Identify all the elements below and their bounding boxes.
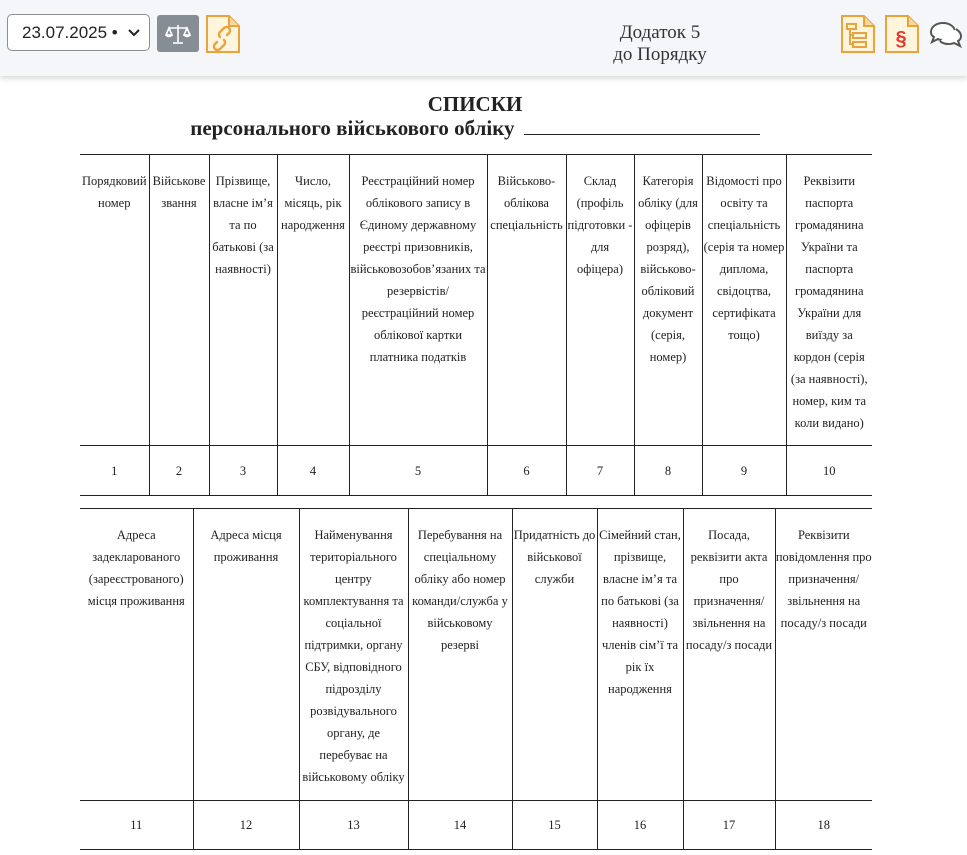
records-table-part-2 — [80, 508, 872, 850]
column-number: 12 — [193, 801, 299, 850]
column-number: 3 — [209, 446, 277, 496]
column-number: 14 — [408, 801, 512, 850]
column-header: Адреса місця проживання — [193, 509, 299, 801]
table-header-row — [80, 509, 872, 801]
column-number: 6 — [487, 446, 566, 496]
column-number: 17 — [683, 801, 775, 850]
column-number: 2 — [149, 446, 209, 496]
document-structure-icon[interactable] — [840, 14, 876, 54]
column-number: 1 — [80, 446, 149, 496]
column-header: Число, місяць, рік народження — [277, 155, 349, 446]
column-header: Реквізити паспорта громадянина України та паспорта громадянина України для виїзду за кордон (серія (за наявності), номер, ким та коли видано) — [786, 155, 872, 446]
document-title — [0, 92, 950, 140]
table-number-row — [80, 446, 872, 496]
appendix-line-2: до Порядку — [613, 44, 707, 65]
scales-icon — [165, 23, 191, 45]
document-paragraph-icon[interactable] — [884, 14, 920, 54]
column-header: Реквізити повідомлення про призначення/ звільнення на посаду/з посади — [775, 509, 872, 801]
document-title-line-1: СПИСКИ — [427, 92, 523, 116]
scales-button[interactable] — [157, 15, 199, 52]
column-number: 15 — [512, 801, 597, 850]
column-number: 4 — [277, 446, 349, 496]
document-title-line-2 — [0, 116, 950, 140]
column-number: 7 — [566, 446, 634, 496]
toolbar — [0, 0, 967, 76]
column-header: Військово-облікова спеціальність — [487, 155, 566, 446]
table-number-row — [80, 801, 872, 850]
svg-text:§: § — [895, 28, 907, 50]
column-header: Відомості про освіту та спеціальність (серія та номер диплома, свідоцтва, сертифіката тощо) — [702, 155, 786, 446]
table-header-row — [80, 155, 872, 446]
records-table-part-1 — [80, 154, 872, 496]
chevron-down-icon — [127, 26, 141, 40]
document-title-text: персонального військового обліку — [190, 116, 515, 140]
appendix-line-1: Додаток 5 — [619, 22, 701, 43]
column-number: 5 — [349, 446, 487, 496]
column-header: Військове звання — [149, 155, 209, 446]
column-number: 8 — [634, 446, 702, 496]
column-header: Сімейний стан, прізвище, власне ім’я та по батькові (за наявності) членів сім’ї та рік їх народження — [597, 509, 683, 801]
column-header: Порядковий номер — [80, 155, 149, 446]
column-header: Категорія обліку (для офіцерів розряд), військово-обліковий документ (серія, номер) — [634, 155, 702, 446]
column-number: 9 — [702, 446, 786, 496]
column-header: Посада, реквізити акта про призначення/ звільнення на посаду/з посади — [683, 509, 775, 801]
column-number: 18 — [775, 801, 872, 850]
date-select[interactable] — [7, 14, 150, 51]
appendix-title — [560, 22, 760, 66]
column-header: Склад (профіль підготовки - для офіцера) — [566, 155, 634, 446]
column-number: 11 — [80, 801, 193, 850]
column-number: 10 — [786, 446, 872, 496]
comments-icon[interactable] — [929, 20, 963, 48]
column-header: Придатність до військової служби — [512, 509, 597, 801]
date-select-value: 23.07.2025 • — [22, 22, 118, 42]
column-header: Прізвище, власне ім’я та по батькові (за наявності) — [209, 155, 277, 446]
column-header: Реєстраційний номер облікового запису в Єдиному державному реєстрі призовників, військовозобов’язаних та резервістів/ реєстраційний номер облікової картки платника податків — [349, 155, 487, 446]
column-header: Адреса задекларованого (зареєстрованого) місця проживання — [80, 509, 193, 801]
column-number: 13 — [299, 801, 408, 850]
column-number: 16 — [597, 801, 683, 850]
fill-in-blank — [524, 117, 760, 135]
column-header: Найменування територіального центру комплектування та соціальної підтримки, органу СБУ, відповідного підрозділу розвідувального органу, де перебуває на військовому обліку — [299, 509, 408, 801]
column-header: Перебування на спеціальному обліку або номер команди/служба у військовому резерві — [408, 509, 512, 801]
document-link-icon[interactable] — [205, 14, 241, 54]
